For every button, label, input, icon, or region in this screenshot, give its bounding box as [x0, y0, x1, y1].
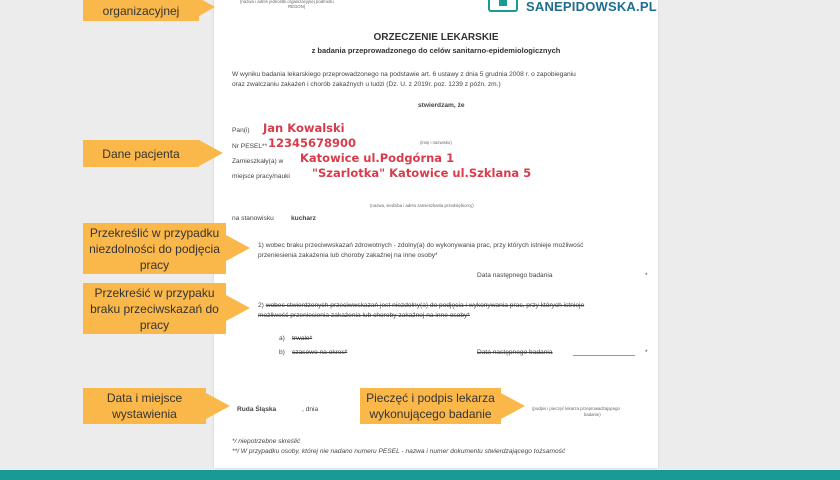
praca-label: miejsce pracy/nauki	[232, 173, 290, 180]
callout-patient-arrow	[199, 140, 223, 166]
callout-strike-incapacity-arrow	[226, 235, 250, 261]
callout-strike-no-contra: Przekreśić w przypaku braku przeciwskazań do pracy	[83, 283, 226, 334]
bottom-accent-bar	[0, 470, 840, 480]
pesel-label: Nr PESEL**	[232, 143, 268, 150]
pan-label: Pan(i)	[232, 127, 250, 134]
callout-stamp-arrow	[501, 393, 525, 419]
book-icon	[488, 0, 518, 12]
callout-strike-incapacity: Przekreślić w przypadku niezdolności do podjęcia pracy	[83, 223, 226, 274]
sanepidowska-logo[interactable]	[488, 0, 657, 12]
patient-pesel: 12345678900	[268, 136, 357, 150]
patient-name: Jan Kowalski	[263, 121, 345, 135]
next-exam-star-1: *	[645, 272, 648, 279]
next-exam-star-2: *	[645, 349, 648, 356]
issue-dnia: , dnia	[302, 406, 319, 413]
patient-workplace: "Szarlotka" Katowice ul.Szklana 5	[312, 166, 532, 180]
option2-line-1: 2) wobec stwierdzonych przeciwwskazań jest niezdolny(a) do podjęcia i wykonywania prac, przy których istnieje	[258, 302, 585, 309]
praca-hint: (nazwa, siedziba i adres zamieszkania przedsiębiorcy)	[370, 203, 474, 208]
callout-date-place-arrow	[206, 393, 230, 419]
logo-text: SANEPIDOWSKA.PL	[526, 0, 657, 14]
callout-organization-arrow	[199, 0, 215, 16]
option-a-value: trwale*	[292, 335, 313, 342]
intro-line-2: oraz zwalczaniu zakażeń i chorób zakaźnych u ludzi (Dz. U. z 2019r. poz. 1239 z późn. zm.)	[232, 81, 501, 88]
signature-hint-1: (podpis i pieczęć lekarza przeprowadzającego	[532, 406, 620, 411]
option-a-label: a)	[279, 335, 285, 342]
callout-strike-no-contra-arrow	[226, 295, 250, 321]
footnote-2: **/ W przypadku osoby, której nie nadano numeru PESEL - nazwa i numer dokumentu stwierdzającego tożsamość	[232, 448, 566, 455]
callout-organization: organizacyjnej	[83, 0, 199, 21]
next-exam-label-2: Data następnego badania	[477, 349, 553, 356]
header-tiny-text: (nazwa i adres jednostki organizacyjnej podmiotu	[240, 0, 334, 4]
callout-date-place: Data i miejsce wystawienia	[83, 388, 206, 424]
next-exam-line	[573, 355, 635, 356]
issue-place: Ruda Śląska	[237, 406, 277, 413]
option-b-value: czasowo na okres*	[292, 349, 348, 356]
callout-patient: Dane pacjenta	[83, 140, 199, 167]
footnote-1: */ niepotrzebne skreślić	[232, 438, 301, 445]
stanowisko-label: na stanowisku	[232, 215, 274, 222]
patient-address: Katowice ul.Podgórna 1	[300, 151, 455, 165]
document-subtitle: z badania przeprowadzonego do celów sanitarno-epidemiologicznych	[311, 46, 561, 55]
imie-hint: (imię i nazwisko)	[420, 140, 452, 145]
option2-line-2: możliwość przeniesienia zakażenia lub choroby zakaźnej na inne osoby*	[258, 312, 470, 319]
stwierdzam-text: stwierdzam, że	[418, 102, 465, 109]
option-b-label: b)	[279, 349, 285, 356]
intro-line-1: W wyniku badania lekarskiego przeprowadzonego na podstawie art. 6 ustawy z dnia 5 grudnia 2008 r. o zapobieganiu	[232, 71, 576, 78]
signature-hint-2: badanie)	[584, 412, 601, 417]
option1-line-1: 1) wobec braku przeciwwskazań zdrowotnych - zdolny(a) do wykonywania prac, przy których istnieje możliwość	[258, 242, 584, 249]
zamieszkaly-label: Zamieszkały(a) w	[232, 158, 284, 165]
option1-line-2: przeniesienia zakażenia lub choroby zakaźnej na inne osoby*	[258, 252, 438, 259]
stanowisko-value: kucharz	[291, 215, 316, 222]
header-regon: REGON)	[288, 4, 306, 9]
next-exam-label-1: Data następnego badania	[477, 272, 553, 279]
callout-stamp: Pieczęć i podpis lekarza wykonującego badanie	[360, 388, 501, 424]
document-title: ORZECZENIE LEKARSKIE	[373, 32, 499, 43]
